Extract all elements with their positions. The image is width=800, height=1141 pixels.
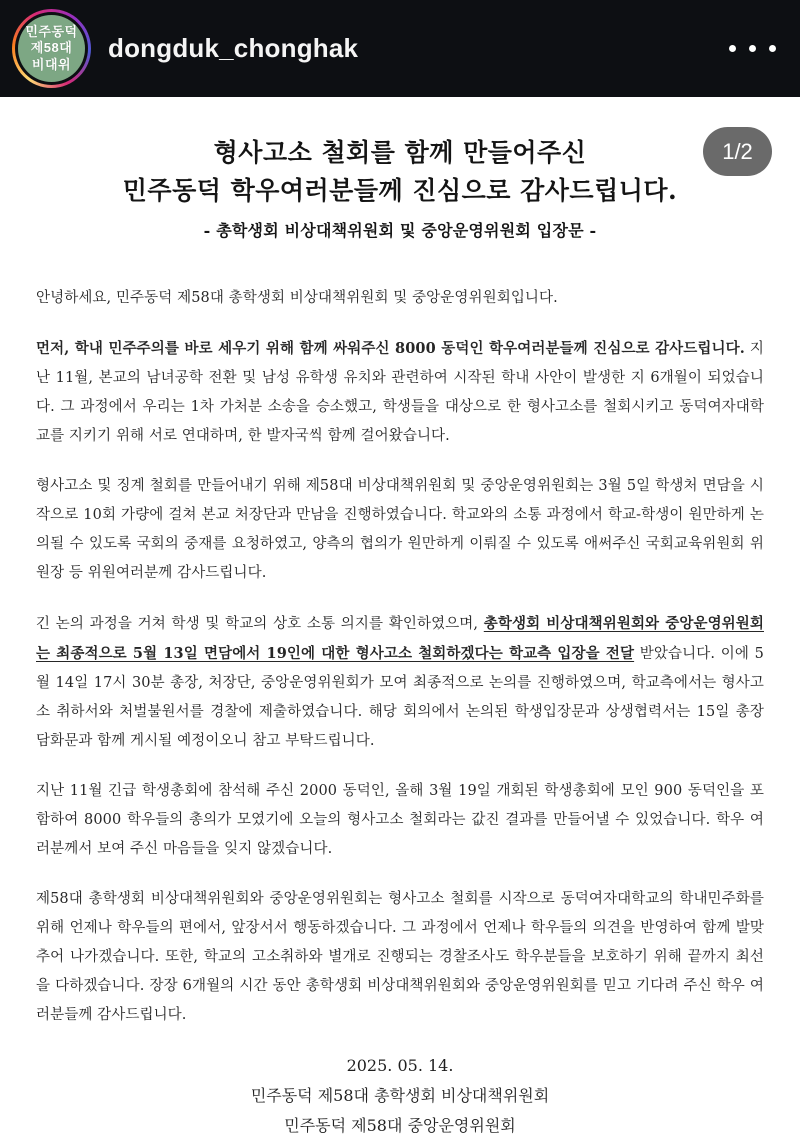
avatar-story-ring-gap [15,12,88,85]
document-title-line-2: 민주동덕 학우여러분들께 진심으로 감사드립니다. [122,176,678,205]
paragraph [36,777,764,864]
dot [749,45,756,52]
paragraph-segment: 지난 11월 긴급 학생총회에 참석해 주신 2000 동덕인, 올해 3월 19일 개회된 학생총회에 모인 900 동덕인을 포함하여 8000 학우들의 총의가 모였기에 오늘의 형사고소 철회라는 값진 결과를 만들어낼 수 있었습니다. 학우 여러분께서 보여 주신 마음들을 잊지 않겠습니다. [36,783,764,857]
paragraph-segment: 형사고소 및 징계 철회를 만들어내기 위해 제58대 비상대책위원회 및 중앙운영위원회는 3월 5일 학생처 면담을 시작으로 10회 가량에 걸쳐 본교 처장단과 만남을 진행하였습니다. 학교와의 소통 과정에서 학교-학생이 원만하게 논의될 수 있도록 국회의 중재를 요청하였고, 양측의 협의가 원만하게 이뤄질 수 있도록 애써주신 국회교육위원회 위원장 등 위원여러분께 감사드립니다. [36,478,764,581]
dot [769,45,776,52]
document-title-line-1: 형사고소 철회를 함께 만들어주신 [213,138,587,167]
avatar[interactable] [12,9,91,88]
document-subtitle: - 총학생회 비상대책위원회 및 중앙운영위원회 입장문 - [203,221,597,240]
username[interactable]: dongduk_chonghak [108,33,359,63]
dot [729,45,736,52]
document-date: 2025. 05. 14. [346,1056,454,1075]
avatar-text-line: 민주동덕 [25,24,78,40]
paragraph-segment: 지난 11월, 본교의 남녀공학 전환 및 남성 유학생 유치와 관련하여 시작된 학내 사안이 발생한 지 6개월이 되었습니다. 그 과정에서 우리는 1차 가처분 소송을 승소했고, 학생들을 대상으로 한 형사고소를 철회시키고 동덕여자대학교를 지키기 위해 서로 연대하며, 한 발자국씩 함께 걸어왔습니다. [36,341,764,444]
signature-line-2: 민주동덕 제58대 중앙운영위원회 [284,1116,516,1135]
paragraph [36,284,764,313]
paragraph-segment: 받았습니다. 이에 5월 14일 17시 30분 총장, 처장단, 중앙운영위원회가 모여 최종적으로 논의를 진행하였으며, 학교측에서는 형사고소 취하서와 처벌불원서를 경찰에 제출하였습니다. 해당 회의에서 논의된 학생입장문과 상생협력서는 15일 총장 담화문과 함께 게시될 예정이오니 참고 부탁드립니다. [36,646,764,749]
avatar-image [18,15,85,82]
paragraph-segment: 총학생회 비상대책위원회와 중앙운영위원회는 최종적으로 5월 13일 면담에서 19인에 대한 형사고소 철회하겠다는 학교측 입장을 전달 [36,615,764,662]
page-indicator-badge: 1/2 [703,127,772,176]
paragraph [36,609,764,756]
post-image-document[interactable] [0,97,800,1135]
paragraph-segment: 긴 논의 과정을 거쳐 학생 및 학교의 상호 소통 의지를 확인하였으며, [36,616,484,632]
paragraph [36,885,764,1030]
post-header [0,0,800,97]
document-title-block [0,134,800,241]
avatar-text-line: 제58대 [30,40,73,56]
paragraph [36,472,764,588]
signature-line-1: 민주동덕 제58대 총학생회 비상대책위원회 [250,1086,550,1105]
paragraph-segment: 제58대 총학생회 비상대책위원회와 중앙운영위원회는 형사고소 철회를 시작으로 동덕여자대학교의 학내민주화를 위해 언제나 학우들의 편에서, 앞장서서 행동하겠습니다. 그 과정에서 언제나 학우들의 의견을 반영하여 함께 발맞추어 나가겠습니다. 또한, 학교의 고소취하와 별개로 진행되는 경찰조사도 학우분들을 보호하기 위해 끝까지 최선을 다하겠습니다. 장장 6개월의 시간 동안 총학생회 비상대책위원회와 중앙운영위원회를 믿고 기다려 주신 학우 여러분들께 감사드립니다. [36,891,764,1023]
paragraph-segment: 안녕하세요, 민주동덕 제58대 총학생회 비상대책위원회 및 중앙운영위원회입니다. [36,290,558,306]
document-body [0,284,800,1030]
paragraph [36,334,764,451]
paragraph-segment: 먼저, 학내 민주주의를 바로 세우기 위해 함께 싸워주신 8000 동덕인 학우여러분들께 진심으로 감사드립니다. [36,340,745,357]
document-footer [0,1051,800,1141]
avatar-text-line: 비대위 [31,56,72,72]
more-options-icon[interactable] [719,31,786,66]
